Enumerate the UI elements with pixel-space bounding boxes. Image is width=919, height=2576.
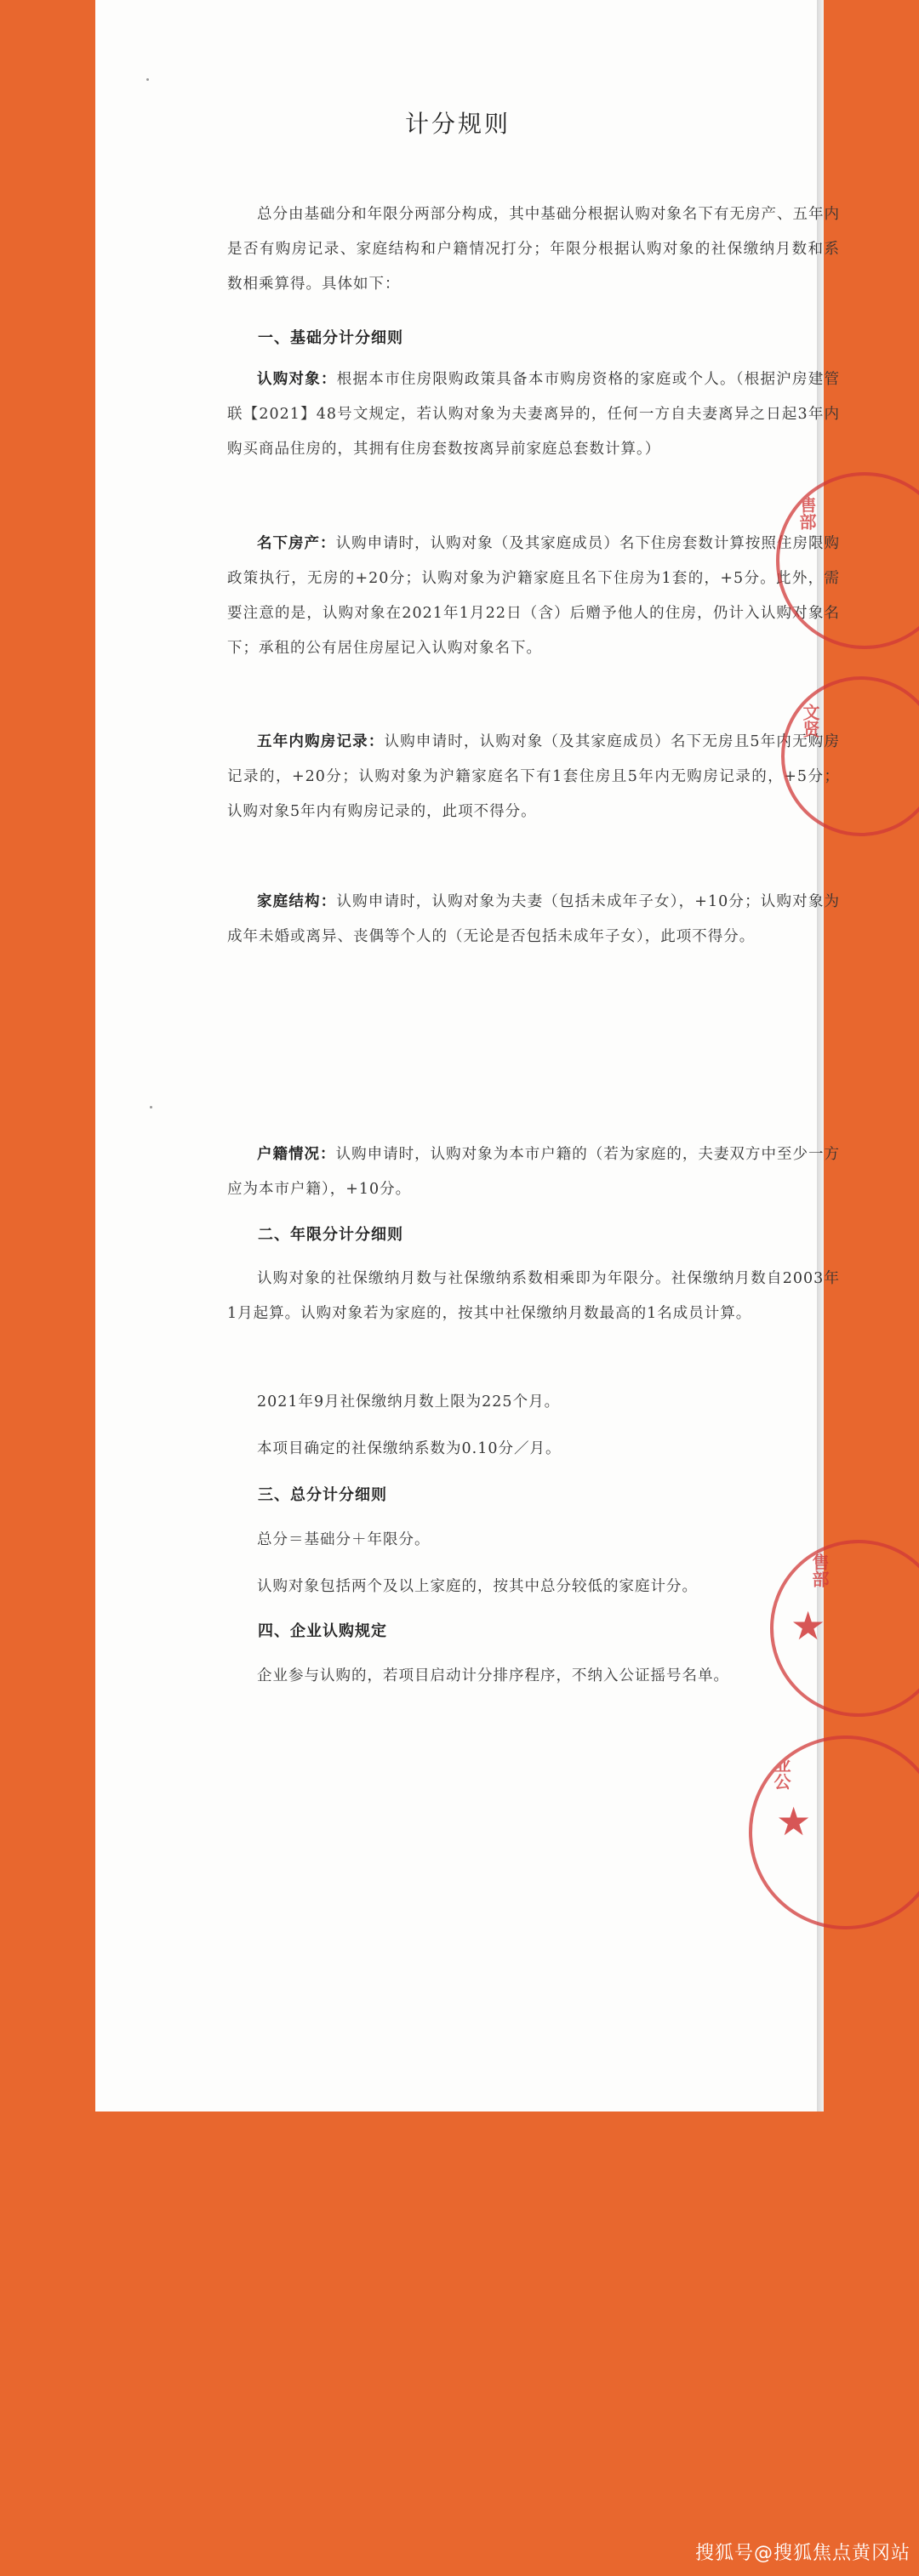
- hukou-label: 户籍情况：: [257, 1146, 336, 1163]
- page-title: 计分规则: [404, 110, 511, 138]
- years-paragraph-2: 2021年9月社保缴纳月数上限为225个月。: [257, 1393, 561, 1411]
- section2-heading: 二、年限分计分细则: [258, 1226, 403, 1244]
- years-paragraph-1: 认购对象的社保缴纳月数与社保缴纳系数相乘即为年限分。社保缴纳月数自2003年1月起算。认购对象若为家庭的，按其中社保缴纳月数最高的1名成员计算。: [227, 1270, 840, 1322]
- family-paragraph: [227, 885, 840, 955]
- years-paragraph-3: 本项目确定的社保缴纳系数为0.10分／月。: [257, 1440, 562, 1457]
- family-text: 认购申请时，认购对象为夫妻（包括未成年子女），+10分；认购对象为成年未婚或离异、丧偶等个人的（无论是否包括未成年子女），此项不得分。: [227, 893, 840, 945]
- document-content: [95, 0, 841, 2112]
- star-icon: ★: [791, 1603, 826, 1649]
- subject-label: 认购对象：: [257, 371, 337, 388]
- purchase-text: 认购申请时，认购对象（及其家庭成员）名下无房且5年内无购房记录的，+20分；认购对象为沪籍家庭名下有1套住房且5年内无购房记录的，+5分；认购对象5年内有购房记录的，此项不得分。: [227, 733, 840, 820]
- seal-lettering: 业公: [771, 1756, 791, 1790]
- intro-paragraph: 总分由基础分和年限分两部分构成，其中基础分根据认购对象名下有无房产、五年内是否有购房记录、家庭结构和户籍情况打分；年限分根据认购对象的社保缴纳月数和系数相乘算得。具体如下：: [227, 206, 840, 293]
- family-label: 家庭结构：: [257, 893, 337, 910]
- section1-heading: 一、基础分计分细则: [258, 329, 403, 347]
- seal-lettering: 售部: [796, 496, 817, 530]
- seal-lettering: 售部: [809, 1553, 830, 1587]
- source-watermark: 搜狐号@搜狐焦点黄冈站: [694, 2543, 910, 2564]
- section3-heading: 三、总分计分细则: [258, 1486, 387, 1504]
- hukou-text: 认购申请时，认购对象为本市户籍的（若为家庭的，夫妻双方中至少一方应为本市户籍），+10分。: [227, 1146, 841, 1198]
- purchase-paragraph: [227, 725, 840, 829]
- star-icon: ★: [776, 1798, 812, 1844]
- enterprise-paragraph: 企业参与认购的，若项目启动计分排序程序，不纳入公证摇号名单。: [257, 1667, 729, 1684]
- property-text: 认购申请时，认购对象（及其家庭成员）名下住房套数计算按照住房限购政策执行，无房的+20分；认购对象为沪籍家庭且名下住房为1套的，+5分。此外，需要注意的是，认购对象在2021年1月22日（含）后赠予他人的住房，仍计入认购对象名下；承租的公有居住房屋记入认购对象名下。: [227, 535, 841, 657]
- subject-paragraph: [227, 362, 840, 467]
- total-paragraph-1: 总分＝基础分＋年限分。: [257, 1531, 431, 1548]
- property-paragraph: [227, 527, 840, 666]
- property-label: 名下房产：: [257, 535, 336, 552]
- hukou-paragraph: [227, 1137, 840, 1207]
- total-paragraph-2: 认购对象包括两个及以上家庭的，按其中总分较低的家庭计分。: [257, 1578, 698, 1595]
- seal-lettering: 文贤: [800, 704, 820, 738]
- subject-text: 根据本市住房限购政策具备本市购房资格的家庭或个人。（根据沪房建管联【2021】48号文规定，若认购对象为夫妻离异的，任何一方自夫妻离异之日起3年内购买商品住房的，其拥有住房套数按离异前家庭总套数计算。）: [227, 371, 841, 458]
- section4-heading: 四、企业认购规定: [258, 1622, 387, 1640]
- purchase-label: 五年内购房记录：: [257, 733, 385, 750]
